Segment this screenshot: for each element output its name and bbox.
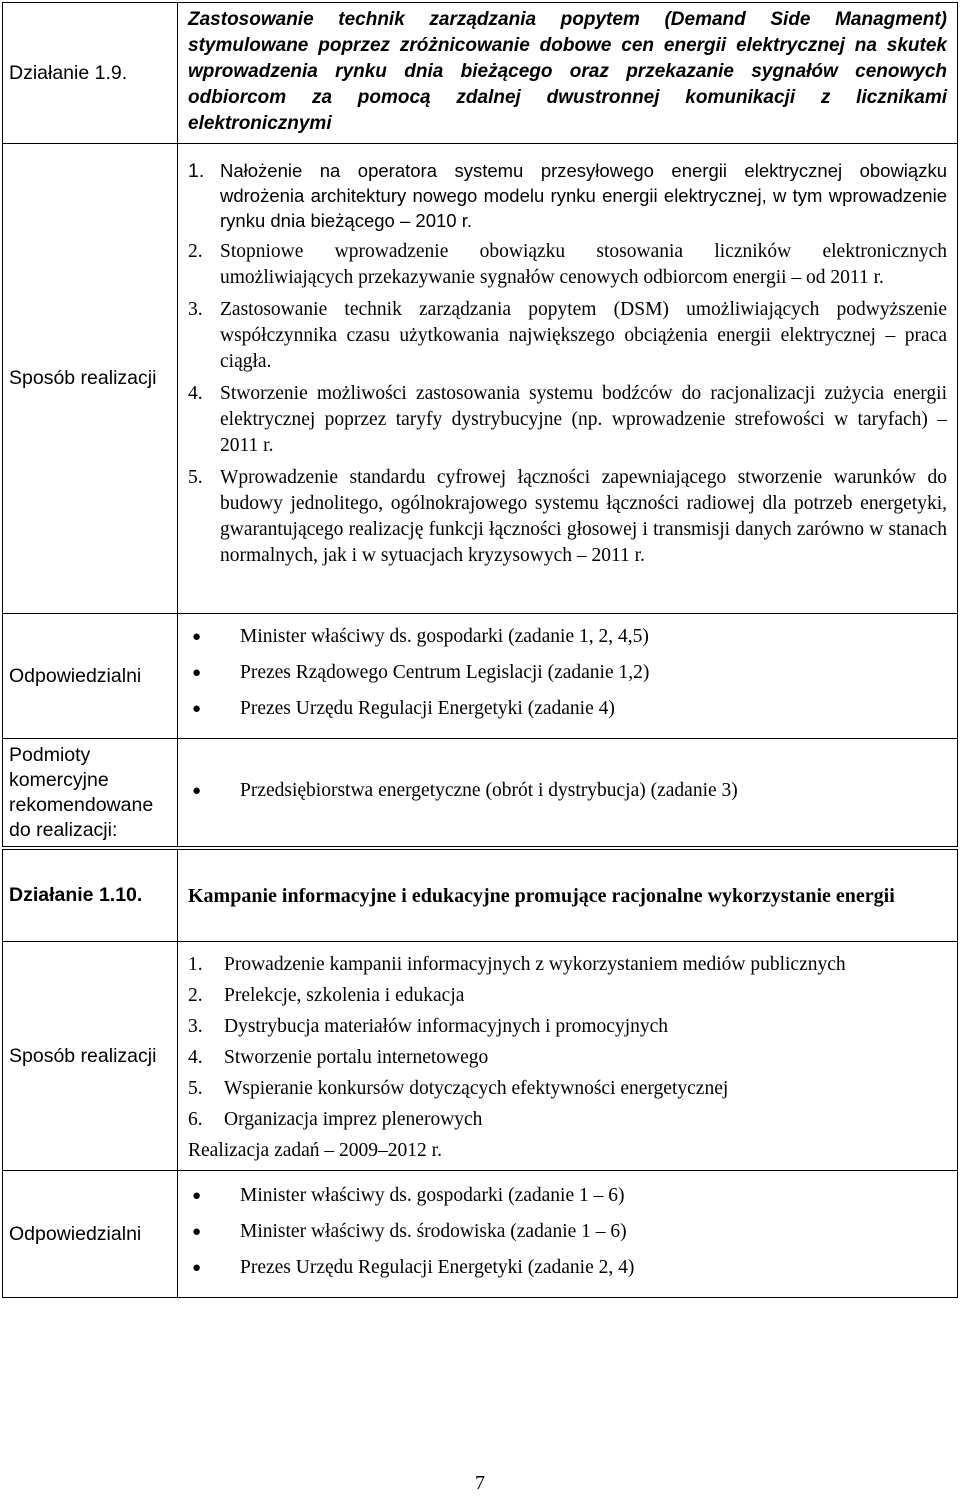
action-title: Zastosowanie technik zarządzania popytem (Demand Side Managment) stymulowane poprzez zróżnicowanie dobowe cen energii elektrycznej na skutek wprowadzenia rynku dnia bieżącego oraz przekazanie sygnałów cenowych odbiorcom za pomocą zdalnej dwustronnej komunikacji z licznikami elektronicznymi (188, 9, 947, 134)
responsible-list (188, 1183, 947, 1281)
list-item: 1. Nałożenie na operatora systemu przesyłowego energii elektrycznej obowiązku wdrożenia architektury nowego modelu rynku energii elektrycznej, w tym wprowadzenie rynku dnia bieżącego – 2010 r. (188, 160, 947, 231)
action-label: Działanie 1.9. (3, 3, 178, 144)
responsible-list (188, 624, 947, 722)
responsible-label: Odpowiedzialni (3, 614, 178, 739)
commercial-list (188, 778, 947, 804)
list-item: 3. Zastosowanie technik zarządzania popytem (DSM) umożliwiających podwyższenie współczynnika czasu użytkowania największego obciążenia energii elektrycznej – praca ciągła. (188, 299, 947, 372)
list-item: 5. Wprowadzenie standardu cyfrowej łączności zapewniającego stworzenie warunków do budowy jednolitego, ogólnokrajowego systemu łączności radiowej dla potrzeb energetyki, gwarantującego realizację funkcji łączności głosowej i transmisji danych zarówno w stanach normalnych, jak i w sytuacjach kryzysowych – 2011 r. (188, 467, 947, 566)
list-item: 2. Prelekcje, szkolenia i edukacja (188, 985, 465, 1006)
list-item: 4. Stworzenie możliwości zastosowania systemu bodźców do racjonalizacji zużycia energii elektrycznej poprzez taryfy dystrybucyjne (np. wprowadzenie strefowości w taryfach) – 2011 r. (188, 383, 947, 456)
list-item: 4. Stworzenie portalu internetowego (188, 1047, 489, 1068)
method-list (188, 158, 947, 569)
commercial-label: Podmioty komercyjne rekomendowane do realizacji: (3, 739, 178, 847)
method-label: Sposób realizacji (3, 144, 178, 614)
action-1-10-table (2, 849, 958, 1298)
bullet-icon: ● (192, 629, 202, 645)
list-item: ● Przedsiębiorstwa energetyczne (obrót i dystrybucja) (zadanie 3) (188, 778, 947, 804)
list-item: ● Minister właściwy ds. gospodarki (zadanie 1 – 6) (188, 1183, 947, 1209)
bullet-icon: ● (192, 1224, 202, 1240)
action-1-9-table (2, 2, 958, 847)
list-item: 6. Organizacja imprez plenerowych (188, 1109, 483, 1130)
action-label: Działanie 1.10. (3, 850, 178, 942)
method-list (188, 952, 947, 1133)
list-item: 3. Dystrybucja materiałów informacyjnych i promocyjnych (188, 1016, 669, 1037)
list-item: 5. Wspieranie konkursów dotyczących efektywności energetycznej (188, 1078, 729, 1099)
list-item: ● Minister właściwy ds. gospodarki (zadanie 1, 2, 4,5) (188, 624, 947, 650)
action-title: Kampanie informacyjne i edukacyjne promujące racjonalne wykorzystanie energii (188, 884, 895, 907)
bullet-icon: ● (192, 665, 202, 681)
bullet-icon: ● (192, 782, 202, 799)
list-item: ● Prezes Urzędu Regulacji Energetyki (zadanie 2, 4) (188, 1255, 947, 1281)
timeline-text: Realizacja zadań – 2009–2012 r. (188, 1140, 442, 1161)
method-label: Sposób realizacji (3, 942, 178, 1171)
bullet-icon: ● (192, 701, 202, 717)
bullet-icon: ● (192, 1260, 202, 1276)
list-item: ● Minister właściwy ds. środowiska (zadanie 1 – 6) (188, 1219, 947, 1245)
bullet-icon: ● (192, 1188, 202, 1204)
list-item: ● Prezes Rządowego Centrum Legislacji (zadanie 1,2) (188, 660, 947, 686)
list-item: 1. Prowadzenie kampanii informacyjnych z wykorzystaniem mediów publicznych (188, 954, 846, 975)
responsible-label: Odpowiedzialni (3, 1171, 178, 1298)
page-number: 7 (475, 1472, 485, 1494)
list-item: ● Prezes Urzędu Regulacji Energetyki (zadanie 4) (188, 696, 947, 722)
list-item: 2. Stopniowe wprowadzenie obowiązku stosowania liczników elektronicznych umożliwiających przekazywanie sygnałów cenowych odbiorcom energii – od 2011 r. (188, 241, 947, 288)
